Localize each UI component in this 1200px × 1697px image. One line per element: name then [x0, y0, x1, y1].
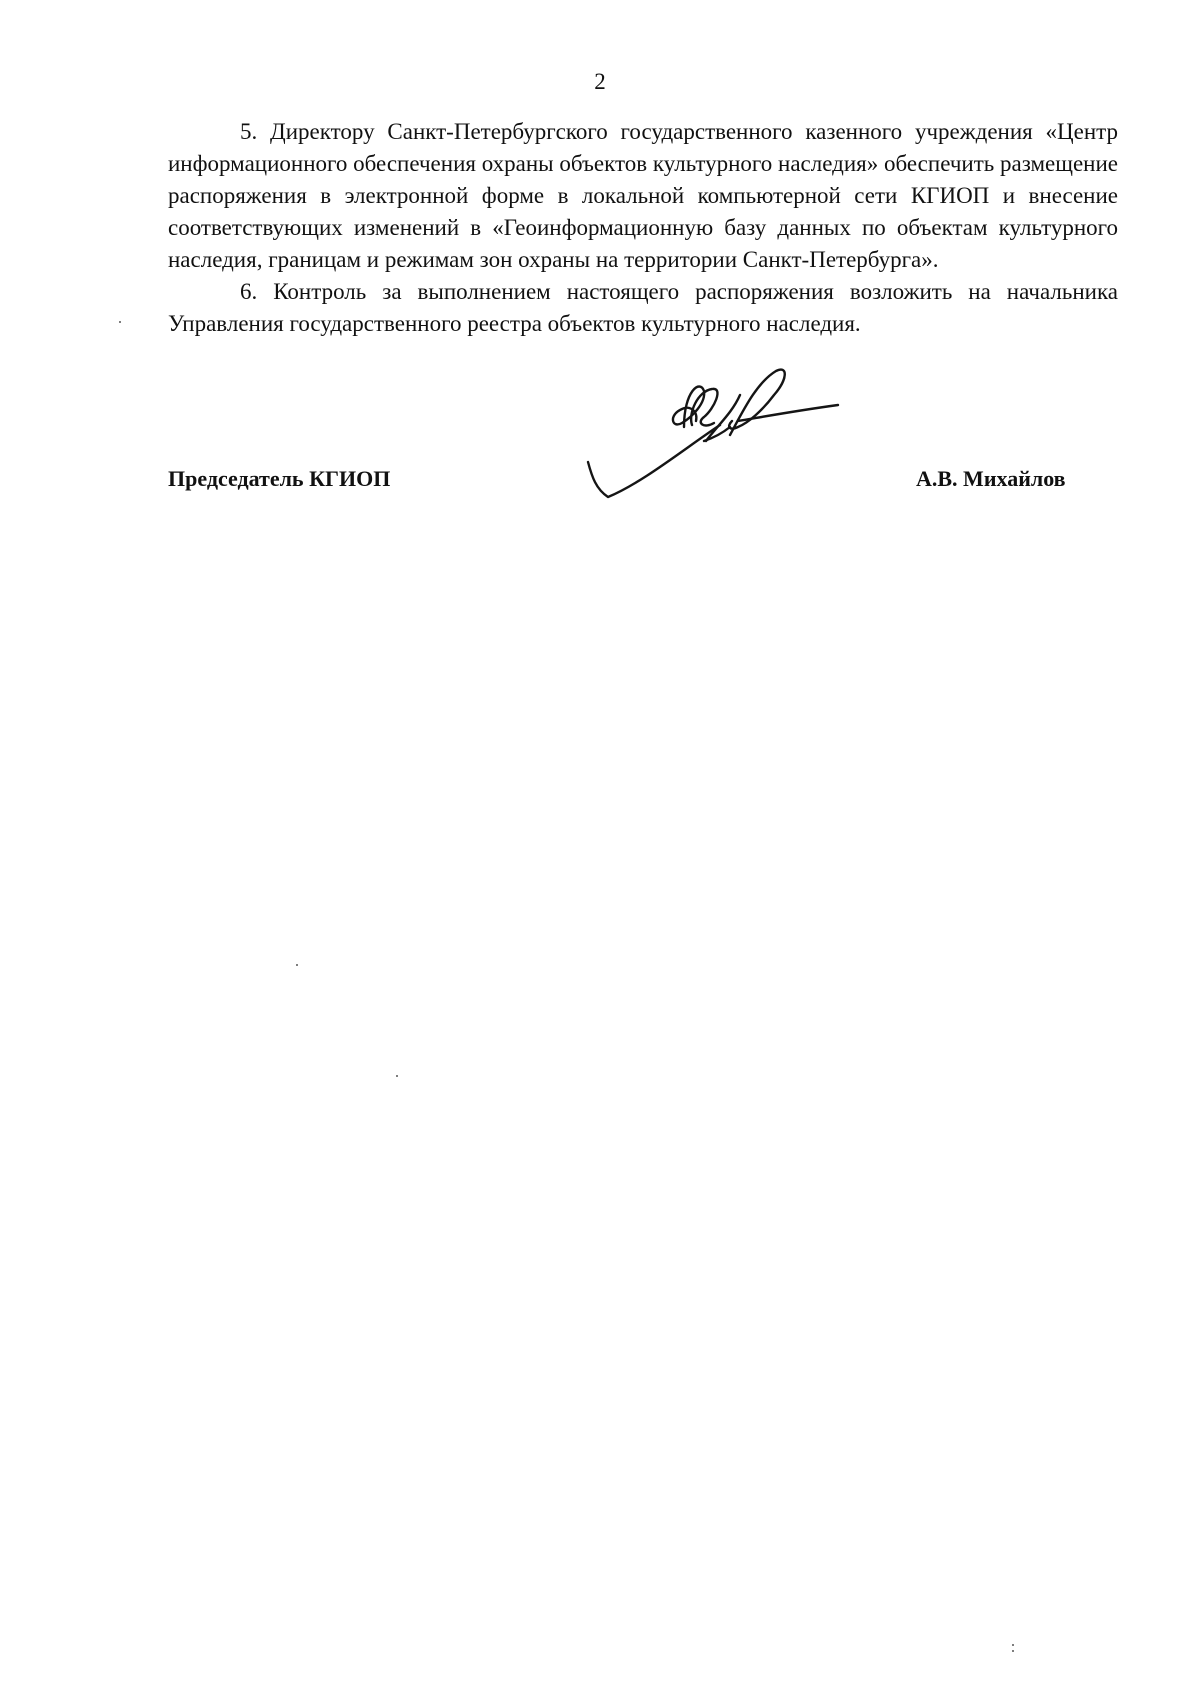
- signatory-title: Председатель КГИОП: [168, 466, 391, 491]
- signatory-name: А.В. Михайлов: [916, 466, 1066, 491]
- scan-speck: [396, 1075, 398, 1077]
- page-number: 2: [594, 69, 606, 94]
- scan-speck: [119, 321, 121, 323]
- scan-speck: [1012, 1650, 1014, 1652]
- scan-speck: [296, 964, 298, 966]
- document-body: [168, 116, 1118, 340]
- paragraph-6: 6. Контроль за выполнением настоящего распоряжения возложить на начальника Управления государственного реестра объектов культурного наследия.: [168, 279, 1118, 336]
- paragraph-5: 5. Директору Санкт-Петербургского государственного казенного учреждения «Центр информационного обеспечения охраны объектов культурного наследия» обеспечить размещение распоряжения в электронной форме в локальной компьютерной сети КГИОП и внесение соответствующих изменений в «Геоинформационную базу данных по объектам культурного наследия, границам и режимам зон охраны на территории Санкт-Петербурга».: [168, 119, 1118, 272]
- scan-speck: [1012, 1644, 1014, 1646]
- handwritten-signature: [580, 365, 860, 510]
